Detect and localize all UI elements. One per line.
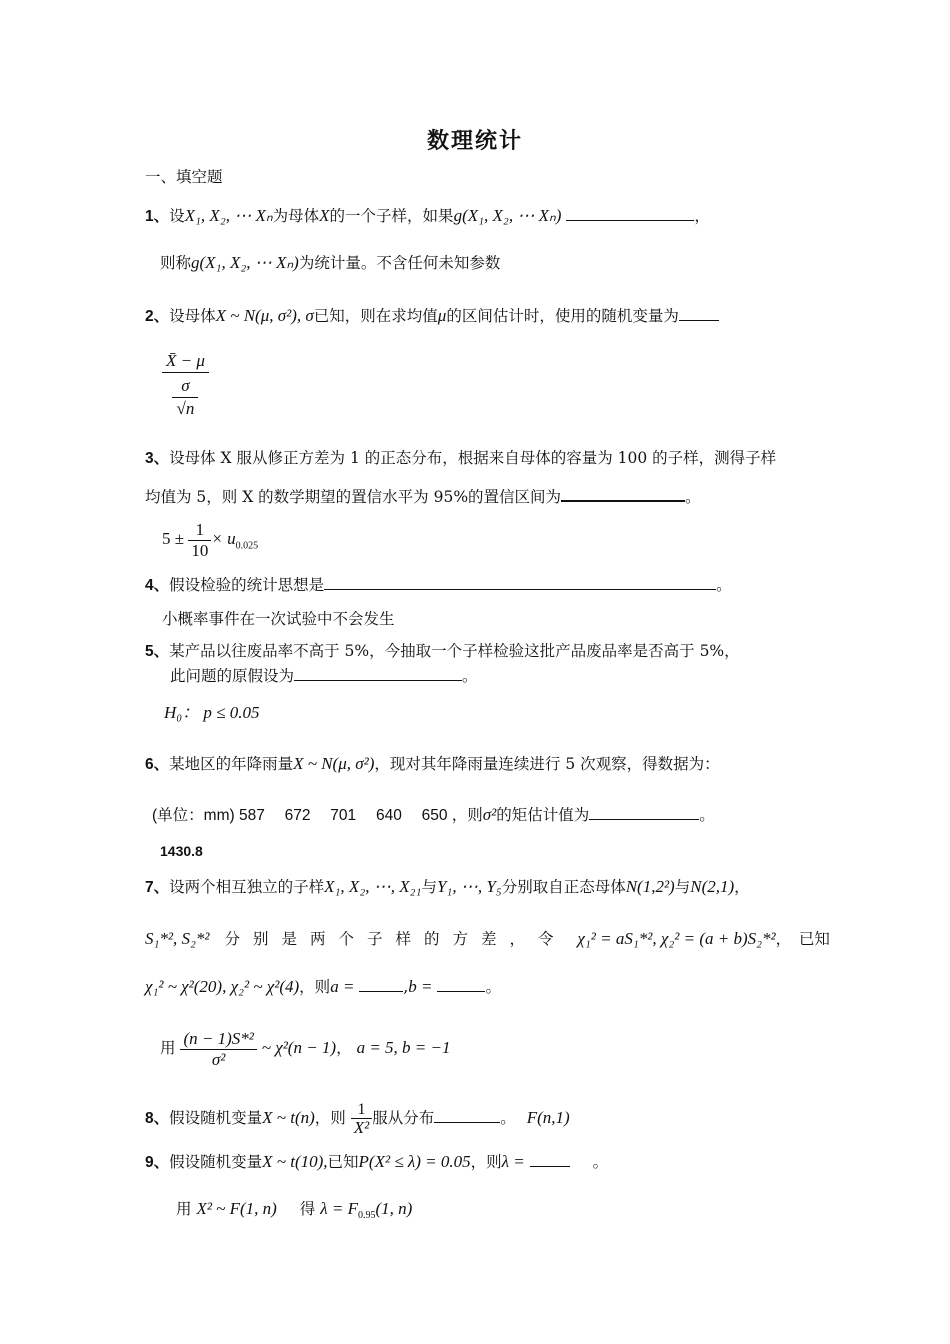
- question-5-answer: H₀： p ≤ 0.05: [164, 703, 260, 722]
- question-4-answer: 小概率事件在一次试验中不会发生: [162, 610, 395, 628]
- answer-blank: [561, 484, 685, 502]
- answer-blank: [566, 204, 694, 221]
- question-2-line-1: 2、设母体X ~ N(μ, σ²), σ已知，则在求均值μ的区间估计时，使用的随机变量为: [145, 304, 719, 328]
- question-number: 7、: [145, 879, 170, 896]
- question-4-line: 4、假设检验的统计思想是 。: [145, 573, 732, 597]
- math-expression: g(X₁, X₂, ⋯ Xₙ): [191, 253, 299, 272]
- question-number: 4、: [145, 577, 170, 594]
- question-8-line: 8、假设随机变量X ~ t(n)，则 $\frac{1}{\text{X²}}$ 服从分布 。 F(n,1): [145, 1101, 570, 1137]
- question-1-line-1: 1、设X₁, X₂, ⋯ Xₙ为母体X的一个子样，如果g(X₁, X₂, ⋯ Xₙ) ，: [145, 206, 710, 225]
- question-9-line: 9、假设随机变量X ~ t(10),已知P(X² ≤ λ) = 0.05，则λ = 。: [145, 1152, 609, 1171]
- section-heading: 一、填空题: [145, 168, 223, 186]
- question-7-line-1: 7、设两个相互独立的子样X₁, X₂, ⋯, X₂₁与Y₁, ⋯, Y₅分别取自正态母体N(1,2²)与N(2,1)，: [145, 877, 750, 896]
- question-number: 6、: [145, 756, 170, 773]
- question-number: 1、: [145, 208, 170, 225]
- answer-blank: [294, 664, 462, 681]
- question-3-answer: 5 ± $\frac{1}{10}$ × $u_{0.025}$: [162, 519, 259, 560]
- question-1-line-2: 则称g(X₁, X₂, ⋯ Xₙ)为统计量。不含任何未知参数: [160, 253, 501, 272]
- math-expression: g(X₁, X₂, ⋯ Xₙ): [453, 206, 562, 225]
- question-9-answer: 用 X² ~ F(1, n) 得 $\lambda = F_{0.95}(1$, n): [176, 1199, 413, 1222]
- math-expression: X ~ N(μ, σ²), σ: [215, 306, 314, 325]
- math-expression: X ~ N(μ, σ²): [293, 754, 375, 773]
- question-7-answer: 用 $\frac{\text{(n − 1)S*²}}{\text{σ²}}$ ~ χ²(n − 1)， a = 5, b = −1: [160, 1028, 451, 1069]
- question-number: 8、: [145, 1110, 170, 1127]
- question-7-line-2: S₁*², S₂*² 分别是两个子样的方差，令 χ₁² = aS₁*², χ₂² = (a + b)S₂*²， 已知: [145, 929, 830, 948]
- question-number: 2、: [145, 308, 170, 325]
- answer-blank: [324, 573, 716, 590]
- question-6-answer: 1430.8: [160, 843, 203, 859]
- question-6-line-1: 6、某地区的年降雨量X ~ N(μ, σ²)，现对其年降雨量连续进行 5 次观察，得数据为：: [145, 754, 720, 773]
- page-title: 数理统计: [426, 128, 523, 154]
- answer-blank: [359, 975, 403, 992]
- question-5-line-2: 此问题的原假设为 。: [170, 664, 478, 687]
- answer-blank: [530, 1150, 570, 1167]
- question-3-line-1: 3、设母体 X 服从修正方差为 1 的正态分布，根据来自母体的容量为 100 的子样，测得子样: [145, 449, 777, 467]
- question-number: 3、: [145, 450, 170, 467]
- answer-blank: [589, 803, 699, 820]
- math-expression: X₁, X₂, ⋯ Xₙ: [184, 206, 273, 225]
- question-2-answer: X̄ − μ σ √n: [162, 350, 209, 420]
- question-3-line-2: 均值为 5，则 X 的数学期望的置信水平为 95%的置信区间为 。: [145, 484, 701, 508]
- question-6-line-2: (单位：mm) 587 672 701 640 650 ，则σ²的矩估计值为 。: [152, 805, 715, 824]
- answer-blank: [679, 304, 719, 321]
- question-number: 9、: [145, 1154, 170, 1171]
- question-5-line-1: 5、某产品以往废品率不高于 5%，今抽取一个子样检验这批产品废品率是否高于 5%，: [145, 642, 740, 660]
- answer-blank: [434, 1106, 500, 1123]
- answer-blank: [437, 975, 485, 992]
- question-7-line-3: χ₁² ~ χ²(20), χ₂² ~ χ²(4)，则a = ,b = 。: [145, 977, 501, 996]
- question-number: 5、: [145, 643, 170, 660]
